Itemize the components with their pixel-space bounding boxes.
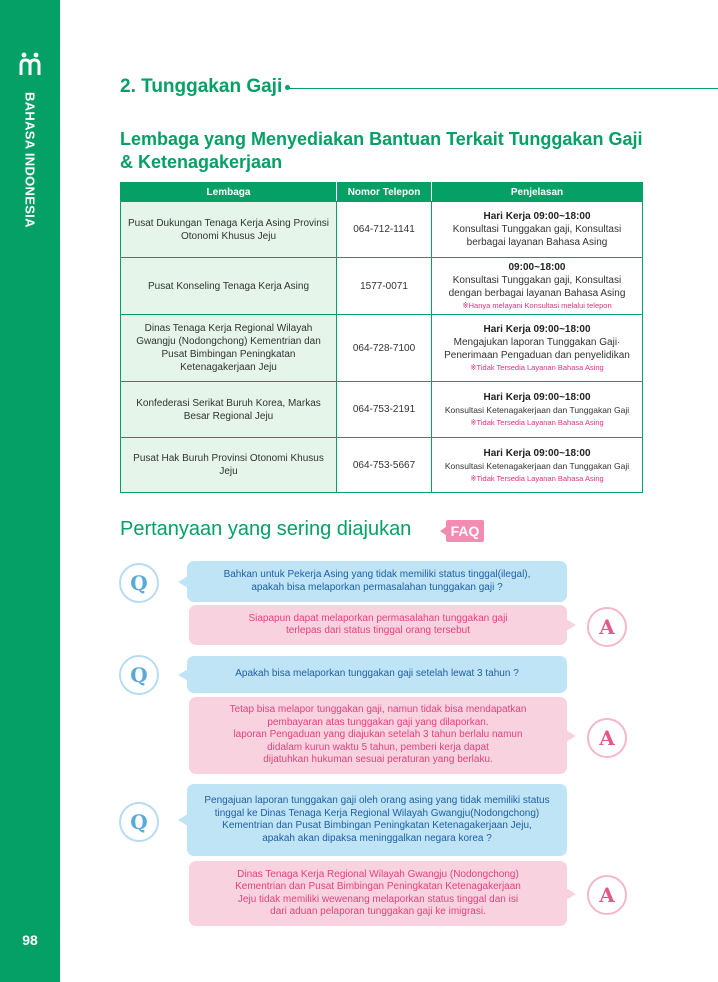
service-note: ※Tidak Tersedia Layanan Bahasa Asing: [470, 473, 604, 483]
answer-bubble: [189, 861, 567, 926]
question-marker: Q: [119, 655, 159, 695]
answer-marker: A: [587, 718, 627, 758]
service-note: ※Tidak Tersedia Layanan Bahasa Asing: [470, 418, 604, 427]
description-text: Mengajukan laporan Tunggakan Gaji· Penerimaan Pengaduan dan penyelidikan: [444, 337, 630, 361]
sidebar: [0, 0, 60, 982]
description-cell: [432, 382, 643, 438]
answer-text: Dinas Tenaga Kerja Regional Wilayah Gwangju (Nodongchong) Kementrian dan Pusat Bimbingan Peningkatan Ketenagakerjaan Jeju tidak memiliki wewenang melaporkan status tinggal dan isi dari aduan pelaporan tunggakan gaji ke imigrasi.: [235, 868, 521, 917]
table-row: [121, 315, 643, 382]
description-cell: [432, 315, 643, 382]
question-bubble: [187, 784, 567, 856]
answer-bubble: [189, 697, 567, 774]
description-cell: [432, 202, 643, 258]
question-text: Apakah bisa melaporkan tunggakan gaji setelah lewat 3 tahun ?: [235, 668, 519, 680]
phone-number: 064-728-7100: [337, 315, 432, 382]
institution-name: Dinas Tenaga Kerja Regional Wilayah Gwangju (Nodongchong) Kementrian dan Pusat Bimbingan Peningkatan Ketenagakerjaan Jeju: [121, 315, 337, 382]
question-text: Bahkan untuk Pekerja Asing yang tidak memiliki status tinggal(ilegal), apakah bisa melaporkan permasalahan tunggakan gaji ?: [223, 569, 531, 593]
phone-number: 1577-0071: [337, 258, 432, 315]
description-text: Konsultasi Ketenagakerjaan dan Tunggakan Gaji: [444, 460, 630, 471]
phone-number: 064-753-2191: [337, 382, 432, 438]
faq-title: Pertanyaan yang sering diajukan: [120, 518, 412, 540]
service-note: ※Tidak Tersedia Layanan Bahasa Asing: [470, 363, 604, 372]
header-description: Penjelasan: [432, 183, 643, 202]
faq-badge-label: FAQ: [446, 520, 484, 542]
description-text: Konsultasi Tunggakan gaji, Konsultasi berbagai layanan Bahasa Asing: [452, 224, 622, 248]
institution-name: Pusat Hak Buruh Provinsi Otonomi Khusus Jeju: [121, 438, 337, 493]
question-bubble: [187, 561, 567, 602]
table-row: [121, 438, 643, 493]
answer-text: Siapapun dapat melaporkan permasalahan tunggakan gaji terlepas dari status tinggal orang tersebut: [248, 612, 508, 636]
question-marker: Q: [119, 563, 159, 603]
table-row: [121, 258, 643, 315]
description-text: Konsultasi Ketenagakerjaan dan Tunggakan Gaji: [444, 405, 630, 415]
institution-name: Pusat Dukungan Tenaga Kerja Asing Provinsi Otonomi Khusus Jeju: [121, 202, 337, 258]
page-number: 98: [22, 932, 38, 948]
header-phone: Nomor Telepon: [337, 183, 432, 202]
institution-name: Pusat Konseling Tenaga Kerja Asing: [121, 258, 337, 315]
working-hours: Hari Kerja 09:00~18:00: [483, 324, 591, 335]
description-text: Konsultasi Tunggakan gaji, Konsultasi dengan berbagai layanan Bahasa Asing: [448, 275, 626, 299]
answer-text: Tetap bisa melapor tunggakan gaji, namun tidak bisa mendapatkan pembayaran atas tunggakan gaji yang dilaporkan. laporan Pengaduan yang diajukan setelah 3 tahun berlalu namun didalam kurun waktu 5 tahun, pemberi kerja dapat dijatuhkan hukuman sesuai peraturan yang berlaku.: [229, 704, 527, 766]
section-title: 2. Tunggakan Gaji: [120, 76, 283, 97]
answer-marker: A: [587, 607, 627, 647]
working-hours: Hari Kerja 09:00~18:00: [483, 392, 591, 403]
table-row: [121, 202, 643, 258]
sidebar-language-label: BAHASA INDONESIA: [22, 92, 38, 228]
working-hours: 09:00~18:00: [508, 262, 566, 273]
phone-number: 064-753-5667: [337, 438, 432, 493]
logo-icon: [19, 52, 41, 76]
working-hours: Hari Kerja 09:00~18:00: [483, 211, 591, 222]
service-note: ※Hanya melayani Konsultasi melalui telepon: [462, 301, 612, 310]
table-header-row: [121, 183, 643, 202]
header-institution: Lembaga: [121, 183, 337, 202]
phone-number: 064-712-1141: [337, 202, 432, 258]
institution-name: Konfederasi Serikat Buruh Korea, Markas Besar Regional Jeju: [121, 382, 337, 438]
institutions-table: [120, 182, 643, 493]
question-text: Pengajuan laporan tunggakan gaji oleh orang asing yang tidak memiliki status tinggal ke Dinas Tenaga Kerja Regional Wilayah Gwangju(Nodongchong) Kementrian dan Pusat Bimbingan Peningkatan Ketenagakerjaan Jeju, apakah akan dipaksa meninggalkan negara korea ?: [204, 795, 550, 844]
description-cell: [432, 438, 643, 493]
answer-bubble: [189, 605, 567, 645]
description-cell: [432, 258, 643, 315]
question-bubble: [187, 656, 567, 693]
section-divider: [288, 88, 718, 89]
question-marker: Q: [119, 802, 159, 842]
answer-marker: A: [587, 875, 627, 915]
table-row: [121, 382, 643, 438]
subsection-title: Lembaga yang Menyediakan Bantuan Terkait Tunggakan Gaji & Ketenagakerjaan: [120, 129, 643, 172]
working-hours: Hari Kerja 09:00~18:00: [483, 447, 591, 459]
faq-badge: [440, 520, 484, 542]
